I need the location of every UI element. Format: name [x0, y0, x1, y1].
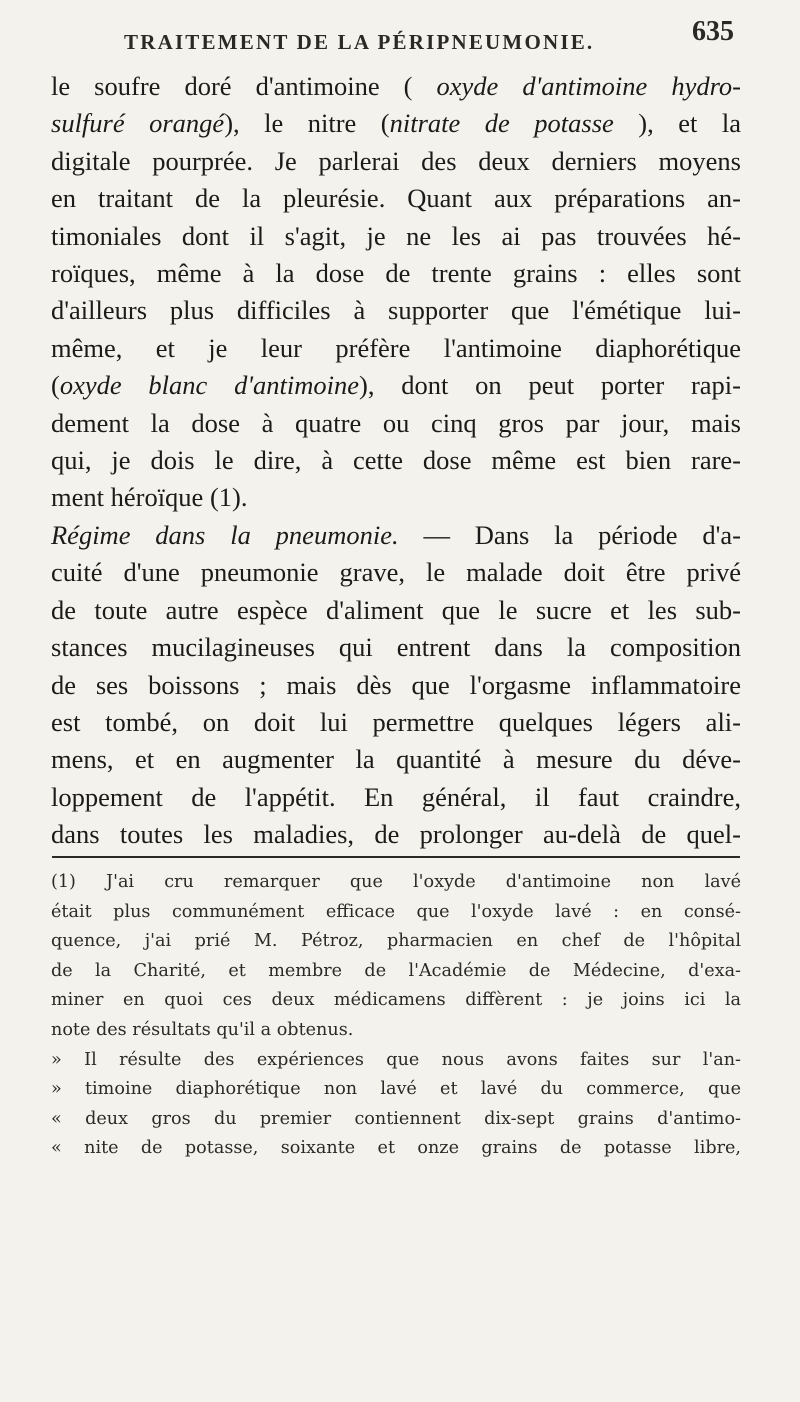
footnote-separator [52, 856, 740, 858]
text-run: cuité d'une pneumonie grave, le malade doit être privé [51, 557, 741, 588]
text-run: roïques, même à la dose de trente grains : elles sont [51, 258, 741, 289]
footnote-line: » timoine diaphorétique non lavé et lavé du commerce, que [51, 1079, 741, 1100]
running-head [124, 8, 734, 68]
footnote-line: (1) J'ai cru remarquer que l'oxyde d'antimoine non lavé [51, 872, 741, 892]
page-number: 635 [692, 16, 734, 47]
text-line [51, 218, 741, 255]
text-run: même, et je leur préfère l'antimoine diaphorétique [51, 332, 741, 363]
text-run: d'ailleurs plus difficiles à supporter que l'émétique lui- [51, 295, 741, 326]
text-run: ), le nitre ( [224, 108, 390, 139]
text-line [51, 143, 741, 180]
text-run: ment héroïque (1). [51, 482, 248, 513]
text-line [51, 629, 741, 666]
text-line [51, 741, 741, 778]
text-run: qui, je dois le dire, à cette dose même est bien rare- [51, 445, 741, 476]
text-run: est tombé, on doit lui permettre quelques légers ali- [51, 706, 741, 737]
text-line [51, 330, 741, 367]
text-line [51, 517, 741, 554]
footnote-line: » Il résulte des expériences que nous avons faites sur l'an- [51, 1049, 741, 1070]
footnote-line: note des résultats qu'il a obtenus. [51, 1019, 354, 1040]
text-line [51, 816, 741, 853]
text-run: ( [51, 370, 60, 401]
footnote-line: miner en quoi ces deux médicamens diffèrent : je joins ici la [51, 990, 741, 1011]
text-line [51, 292, 741, 329]
text-line [51, 554, 741, 591]
text-run: ), dont on peut porter rapi- [359, 370, 741, 401]
text-line [51, 592, 741, 629]
footnote-line: « deux gros du premier contiennent dix-sept grains d'antimo- [51, 1108, 741, 1129]
main-text [51, 68, 741, 854]
running-title: TRAITEMENT DE LA PÉRIPNEUMONIE. [124, 30, 595, 54]
text-run: de ses boissons ; mais dès que l'orgasme inflammatoire [51, 669, 741, 700]
text-line [51, 667, 741, 704]
text-run: ), et la [613, 108, 741, 139]
footnote-block [51, 868, 741, 1164]
text-line [51, 105, 741, 142]
text-run: stances mucilagineuses qui entrent dans la composition [51, 632, 741, 663]
text-run: — Dans la période d'a- [398, 519, 741, 550]
text-line [51, 367, 741, 404]
footnote-line: de la Charité, et membre de l'Académie de Médecine, d'exa- [51, 960, 741, 981]
text-line [51, 442, 741, 479]
italic-run: nitrate de potasse [389, 108, 614, 139]
text-run: le soufre doré d'antimoine ( [51, 71, 437, 101]
text-line [51, 255, 741, 292]
text-run: dement la dose à quatre ou cinq gros par jour, mais [51, 407, 741, 438]
italic-run: Régime dans la pneumonie. [51, 519, 399, 550]
text-run: de toute autre espèce d'aliment que le sucre et les sub- [51, 594, 741, 625]
text-run: timoniales dont il s'agit, je ne les ai pas trouvées hé- [51, 220, 741, 251]
footnote-line: quence, j'ai prié M. Pétroz, pharmacien en chef de l'hôpital [51, 931, 741, 952]
italic-run: oxyde d'antimoine hydro- [436, 71, 741, 101]
text-line [51, 405, 741, 442]
italic-run: sulfuré orangé [51, 108, 225, 139]
text-run: mens, et en augmenter la quantité à mesure du déve- [51, 744, 741, 775]
text-line [51, 68, 741, 105]
footnote-line: était plus communément efficace que l'oxyde lavé : en consé- [51, 901, 741, 922]
text-line [51, 479, 741, 516]
text-run: dans toutes les maladies, de prolonger au-delà de quel- [51, 819, 741, 850]
text-run: en traitant de la pleurésie. Quant aux préparations an- [51, 183, 741, 214]
text-run: digitale pourprée. Je parlerai des deux derniers moyens [51, 145, 741, 176]
text-line [51, 704, 741, 741]
text-run: loppement de l'appétit. En général, il faut craindre, [51, 781, 741, 812]
italic-run: oxyde blanc d'antimoine [59, 370, 359, 401]
text-line [51, 779, 741, 816]
footnote-line: « nite de potasse, soixante et onze grains de potasse libre, [51, 1138, 741, 1159]
text-line [51, 180, 741, 217]
